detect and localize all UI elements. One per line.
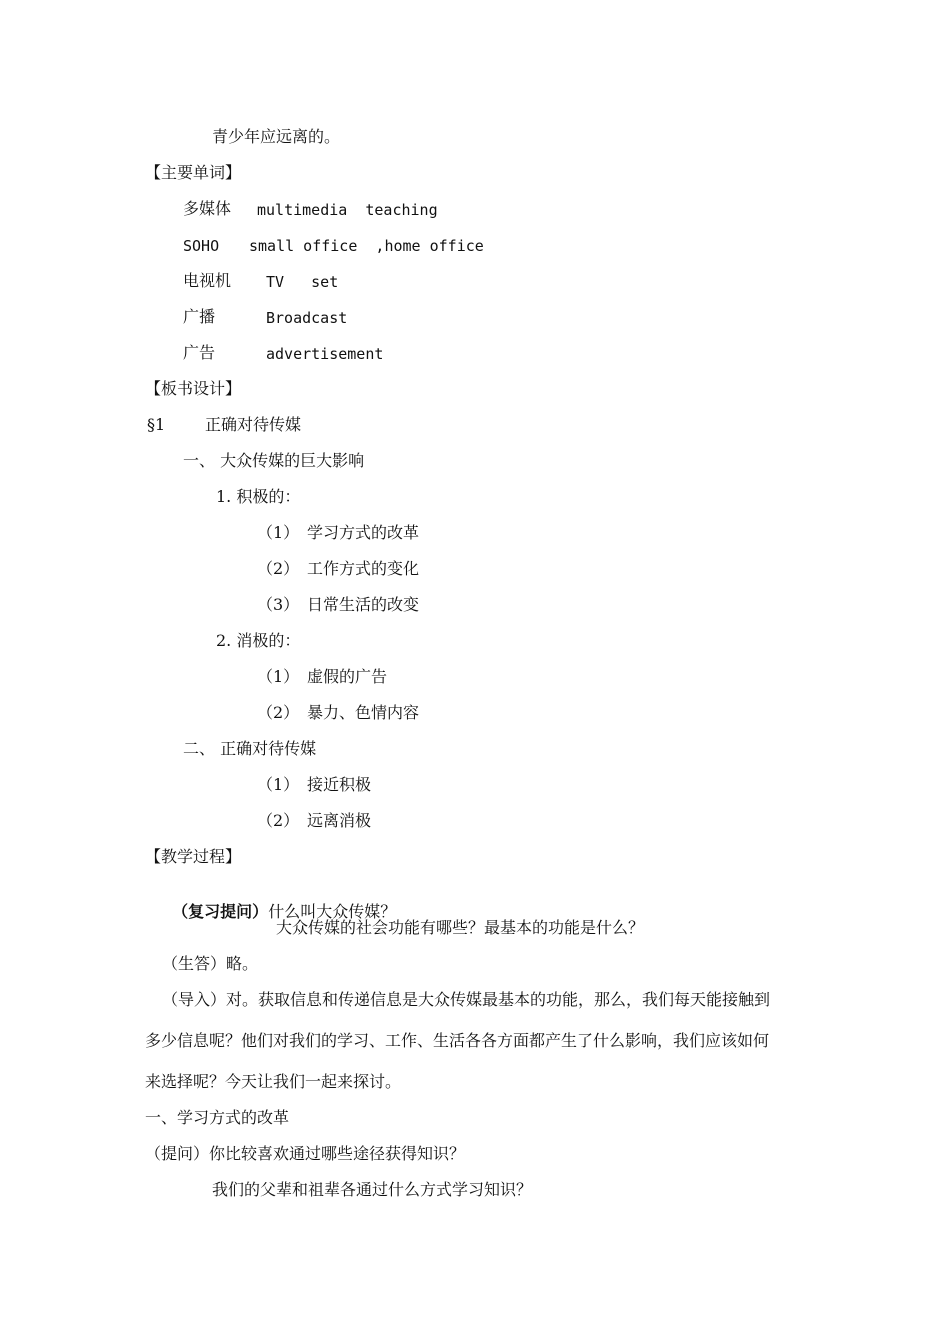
vocab-zh: SOHO <box>183 237 220 255</box>
lead-in-line: 来选择呢？今天让我们一起来探讨。 <box>145 1072 402 1091</box>
vocab-zh: 广播 <box>183 307 216 326</box>
outline-item-num: （2） <box>257 559 300 578</box>
board-heading: 【板书设计】 <box>145 379 242 398</box>
outline-item-num: （1） <box>257 667 300 686</box>
outline-item-num: （1） <box>257 775 300 794</box>
outline-item-num: （2） <box>257 811 300 830</box>
outline-item-text: 远离消极 <box>307 811 372 830</box>
outline-negative: 2. 消极的： <box>216 631 301 650</box>
process-heading: 【教学过程】 <box>145 847 242 866</box>
question-line: 我们的父辈和祖辈各通过什么方式学习知识？ <box>212 1180 533 1199</box>
review-label: （复习提问） <box>172 902 269 921</box>
section-heading: 一、学习方式的改革 <box>145 1108 290 1127</box>
outline-item-text: 日常生活的改变 <box>307 595 420 614</box>
vocab-zh: 广告 <box>183 343 216 362</box>
outline-part-2: 二、 正确对待传媒 <box>183 739 317 758</box>
vocab-en: TV set <box>266 273 339 291</box>
outline-item-text: 学习方式的改革 <box>307 523 420 542</box>
lead-in-line: 多少信息呢？他们对我们的学习、工作、生活各各方面都产生了什么影响，我们应该如何 <box>145 1031 770 1050</box>
outline-item-text: 接近积极 <box>307 775 372 794</box>
vocab-zh: 多媒体 <box>183 199 232 218</box>
outline-item-num: （2） <box>257 703 300 722</box>
lead-in-line: （导入）对。获取信息和传递信息是大众传媒最基本的功能，那么，我们每天能接触到 <box>162 990 771 1009</box>
outline-part-1: 一、 大众传媒的巨大影响 <box>183 451 365 470</box>
vocab-en: multimedia teaching <box>257 201 438 219</box>
vocab-zh: 电视机 <box>183 271 232 290</box>
outline-positive: 1. 积极的： <box>216 487 301 506</box>
intro-tail-text: 青少年应远离的。 <box>212 127 341 146</box>
student-answer: （生答）略。 <box>162 954 259 973</box>
outline-item-text: 工作方式的变化 <box>307 559 420 578</box>
outline-item-text: 暴力、色情内容 <box>307 703 420 722</box>
vocab-heading: 【主要单词】 <box>145 163 242 182</box>
section-mark: §1 <box>147 415 166 434</box>
vocab-en: Broadcast <box>266 309 348 327</box>
vocab-en: small office ,home office <box>249 237 484 255</box>
vocab-en: advertisement <box>266 345 384 363</box>
review-question-2: 大众传媒的社会功能有哪些？最基本的功能是什么？ <box>276 918 645 937</box>
outline-item-text: 虚假的广告 <box>307 667 388 686</box>
outline-item-num: （1） <box>257 523 300 542</box>
outline-item-num: （3） <box>257 595 300 614</box>
section-title: 正确对待传媒 <box>205 415 302 434</box>
question-line: （提问）你比较喜欢通过哪些途径获得知识？ <box>145 1144 466 1163</box>
review-question-1: 什么叫大众传媒？ <box>268 902 397 921</box>
